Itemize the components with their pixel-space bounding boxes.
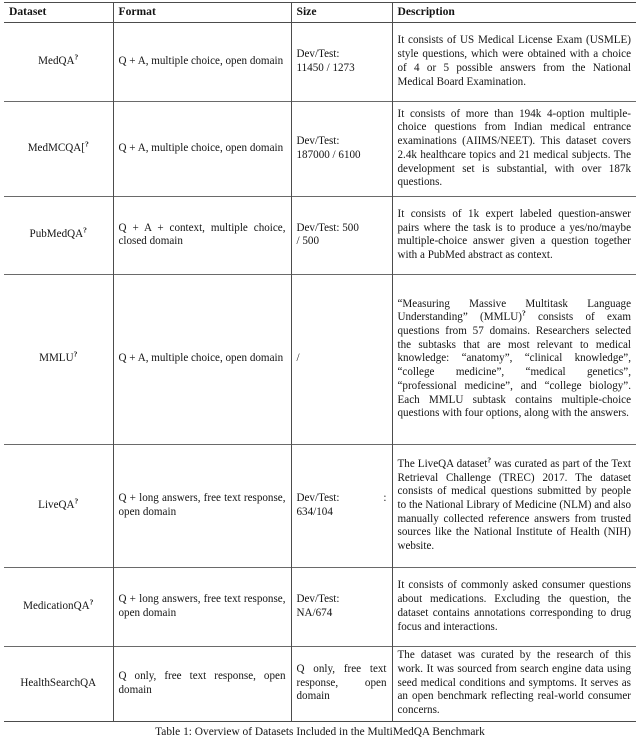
size-line-2: NA/674 xyxy=(296,606,333,619)
cell-size xyxy=(291,102,392,197)
description-text-rest: consists of exam questions from 57 domains. Researchers selected the subtasks that are most relevant to medical knowledge: “anatomy”, “clinical knowledge”, “college medicine”, “medical genetics”, “professional medicine”, and “college biology”. Each MMLU subtask contains multiple-choice questions with four options, along with the answers. xyxy=(397,311,631,420)
cell-size: Q only, free text response, open domain xyxy=(291,647,392,721)
cell-description xyxy=(392,275,636,445)
table-row xyxy=(4,23,636,102)
size-line-1: Dev/Test: xyxy=(296,135,340,148)
table-row xyxy=(4,197,636,275)
description-text: It consists of more than 194k 4-option multiple-choice questions from Indian medical entrance examinations (AIIMS/NEET). This dataset covers 2.4k healthcare topics and 21 medical subjects. The development set is substantial, with over 187k questions. xyxy=(397,107,631,189)
size-line-1: Dev/Test: 500 xyxy=(296,221,359,234)
cell-dataset-name xyxy=(4,197,113,275)
column-header-description: Description xyxy=(392,3,636,23)
cell-dataset-name xyxy=(4,23,113,102)
size-line-2: 187000 / 6100 xyxy=(296,148,361,161)
cell-description xyxy=(392,197,636,275)
cell-size xyxy=(291,275,392,445)
citation-marker: ? xyxy=(487,455,492,465)
description-text: It consists of 1k expert labeled question-answer pairs where the task is to produce a yes/no/maybe multiple-choice answer given a question together with a PubMed abstract as context. xyxy=(397,207,631,261)
cell-format: Q + A, multiple choice, open domain xyxy=(113,275,291,445)
table-header-row xyxy=(4,3,636,23)
dataset-name-text: MedicationQA xyxy=(23,599,90,612)
cell-dataset-name xyxy=(4,102,113,197)
cell-dataset-name xyxy=(4,275,113,445)
column-header-format: Format xyxy=(113,3,291,23)
table-row xyxy=(4,568,636,647)
size-line-1: Dev/Test: : xyxy=(296,492,387,505)
size-line-2: 634/104 xyxy=(296,505,333,518)
datasets-table xyxy=(4,2,636,722)
size-line-1: Dev/Test: xyxy=(296,593,340,606)
cell-description xyxy=(392,647,636,721)
dataset-name-text: MedQA xyxy=(38,54,75,67)
document-page xyxy=(0,2,640,738)
citation-marker: ? xyxy=(85,139,89,149)
table-body xyxy=(4,23,636,721)
description-text: The dataset was curated by the research of this work. It was sourced from search engine data using seed medical conditions and symptoms. It serves as an open benchmark reflecting real-world consumer concerns. xyxy=(397,649,631,717)
description-text-rest: was curated as part of the Text Retrieval Challenge (TREC) 2017. The dataset consists of medical questions submitted by people to the National Library of Medicine (NLM) and also manually collected reference answers from trusted sources like the National Institute of Health (NIH) website. xyxy=(397,457,631,553)
cell-dataset-name xyxy=(4,647,113,721)
citation-marker: ? xyxy=(74,52,79,62)
table-caption: Table 1: Overview of Datasets Included in the MultiMedQA Benchmark xyxy=(155,725,485,738)
dataset-name-text: LiveQA xyxy=(38,498,75,511)
size-line-2: / 500 xyxy=(296,235,319,248)
cell-format: Q only, free text response, open domain xyxy=(113,647,291,721)
citation-marker: ? xyxy=(89,597,94,607)
description-text: It consists of US Medical License Exam (USMLE) style questions, which were obtained with a choice of 4 or 5 possible answers from the National Medical Board Examination. xyxy=(397,34,631,88)
cell-format: Q + A, multiple choice, open domain xyxy=(113,23,291,102)
description-text: It consists of commonly asked consumer questions about medications. Excluding the question, the dataset contains annotations corresponding to drug focus and interactions. xyxy=(397,579,631,633)
cell-size xyxy=(291,197,392,275)
size-line-2: 11450 / 1273 xyxy=(296,61,355,74)
cell-dataset-name xyxy=(4,445,113,568)
cell-size xyxy=(291,23,392,102)
description-text: The LiveQA dataset xyxy=(397,457,488,470)
table-row xyxy=(4,445,636,568)
dataset-name-text: MedMCQA[ xyxy=(27,141,86,154)
column-header-dataset: Dataset xyxy=(4,3,113,23)
citation-marker: ? xyxy=(73,349,78,359)
cell-description xyxy=(392,23,636,102)
cell-size xyxy=(291,568,392,647)
citation-marker: ? xyxy=(83,225,87,235)
table-row xyxy=(4,275,636,445)
citation-marker: ? xyxy=(521,308,526,318)
table-row xyxy=(4,102,636,197)
cell-dataset-name xyxy=(4,568,113,647)
dataset-name-text: PubMedQA xyxy=(29,228,84,241)
cell-format: Q + long answers, free text response, open domain xyxy=(113,568,291,647)
cell-description xyxy=(392,102,636,197)
table-row xyxy=(4,647,636,721)
column-header-size: Size xyxy=(291,3,392,23)
dataset-name-text: MMLU xyxy=(39,352,74,365)
cell-format: Q + long answers, free text response, open domain xyxy=(113,445,291,568)
cell-format: Q + A, multiple choice, open domain xyxy=(113,102,291,197)
table-header xyxy=(4,3,636,23)
size-line-1: / xyxy=(296,352,300,365)
cell-description xyxy=(392,568,636,647)
description-text: “Measuring Massive Multitask Language Understanding” (MMLU) xyxy=(397,297,631,324)
cell-size xyxy=(291,445,392,568)
cell-description xyxy=(392,445,636,568)
dataset-name-text: HealthSearchQA xyxy=(20,676,97,689)
size-line-1: Dev/Test: xyxy=(296,48,340,61)
cell-format: Q + A + context, multiple choice, closed domain xyxy=(113,197,291,275)
citation-marker: ? xyxy=(74,496,79,506)
